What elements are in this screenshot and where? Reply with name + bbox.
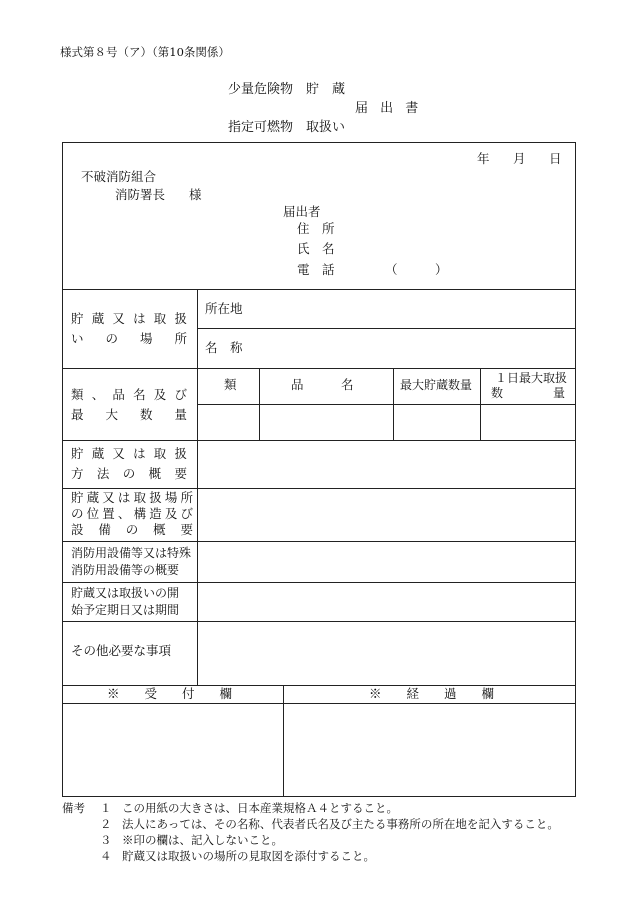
note-number: ４ — [100, 849, 112, 863]
location-label: 所在地 — [205, 301, 243, 316]
addressee-honorific: 様 — [189, 187, 202, 202]
name-label: 氏 名 — [297, 241, 335, 256]
addressee-title: 消防署長 — [115, 187, 166, 202]
note-text: この用紙の大きさは、日本産業規格Ａ４とすること。 — [122, 801, 398, 815]
col-daily-max-header-line-2: 数 量 — [491, 386, 565, 400]
col-class-header: 類 — [224, 377, 237, 392]
other-matters-label: その他必要な事項 — [71, 643, 172, 658]
phone-label: 電 話 — [297, 262, 335, 277]
title-line-3: 指定可燃物 取扱い — [228, 120, 346, 135]
date-month-label: 月 — [513, 151, 526, 166]
type-label-line-1: 類 、 品 名 及 び — [71, 387, 187, 402]
note-number: １ — [100, 801, 112, 815]
type-label-line-2: 最 大 数 量 — [71, 407, 187, 422]
title-line-1: 少量危険物 貯 蔵 — [228, 82, 346, 97]
form-table — [62, 142, 576, 797]
fire-equipment-label-line-1: 消防用設備等又は特殊 — [71, 546, 192, 560]
form-number: 様式第８号（ア）（第10条関係） — [60, 45, 230, 59]
place-label-line-1: 貯 蔵 又 は 取 扱 — [71, 311, 187, 326]
col-max-storage-header: 最大貯蔵数量 — [400, 378, 473, 392]
fire-equipment-label-line-2: 消防用設備等の概要 — [71, 563, 180, 577]
note-number: ３ — [100, 833, 112, 847]
method-label-line-1: 貯 蔵 又 は 取 扱 — [71, 446, 187, 461]
address-label: 住 所 — [297, 221, 335, 236]
title-line-2: 届 出 書 — [355, 101, 423, 116]
reception-column-header: ※ 受 付 欄 — [107, 686, 233, 701]
addressee-org: 不破消防組合 — [81, 169, 157, 184]
structure-label-line-2: の位置、構造及び — [71, 506, 193, 521]
notifier-label: 届出者 — [283, 204, 321, 219]
method-label-line-2: 方 法 の 概 要 — [71, 466, 187, 481]
note-text: ※印の欄は、記入しないこと。 — [122, 833, 283, 847]
col-daily-max-header-line-1: １日最大取扱 — [495, 371, 568, 385]
notes-label: 備考 — [62, 801, 85, 815]
period-label-line-2: 始予定期日又は期間 — [71, 603, 180, 617]
structure-label-line-1: 貯蔵又は取扱場所 — [71, 490, 193, 505]
facility-name-label: 名 称 — [205, 340, 243, 355]
note-text: 貯蔵又は取扱いの場所の見取図を添付すること。 — [122, 849, 375, 863]
note-text: 法人にあっては、その名称、代表者氏名及び主たる事務所の所在地を記入すること。 — [122, 817, 559, 831]
period-label-line-1: 貯蔵又は取扱いの開 — [71, 586, 180, 600]
note-number: ２ — [100, 817, 112, 831]
phone-parens: （ ） — [385, 262, 448, 277]
place-label-line-2: い の 場 所 — [71, 331, 187, 346]
structure-label-line-3: 設 備 の 概 要 — [71, 522, 193, 537]
date-year-label: 年 — [477, 151, 490, 166]
progress-column-header: ※ 経 過 欄 — [369, 686, 495, 701]
col-item-header: 品 名 — [291, 377, 354, 392]
date-day-label: 日 — [549, 151, 562, 166]
